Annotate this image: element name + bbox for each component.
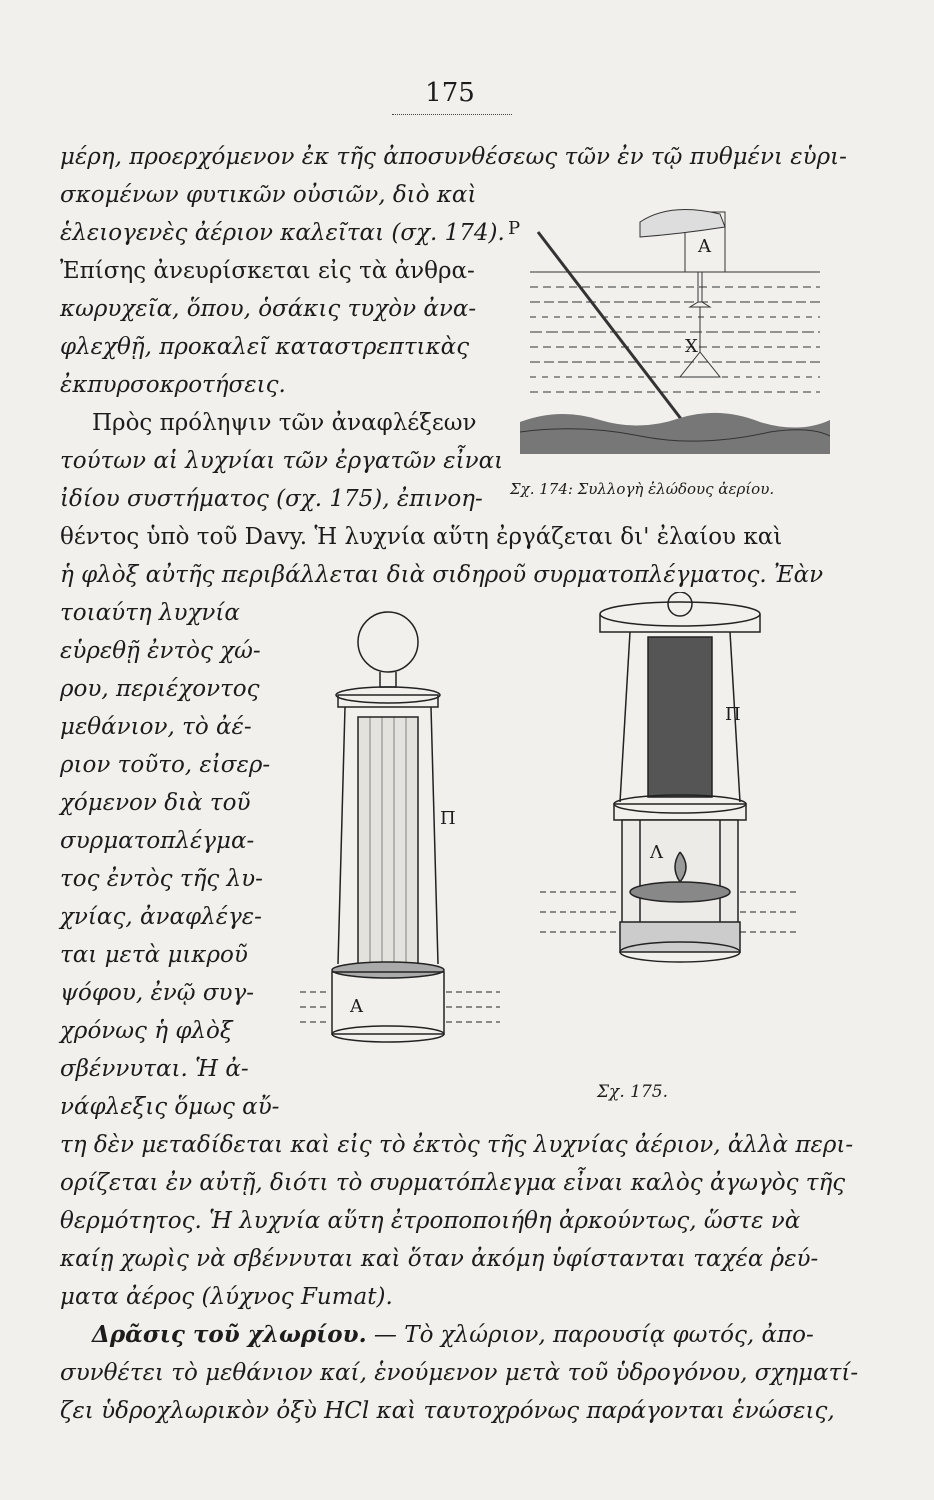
page-number: 175 (425, 78, 475, 108)
figure-175-label: Λ (650, 842, 663, 863)
figure-175-label: Π (440, 808, 456, 829)
text-line: ζει ὑδροχλωρικὸν ὀξὺ HCl καὶ ταυτοχρόνως παράγονται ἑνώσεις, (60, 1398, 835, 1424)
text-line: ἐκπυρσοκροτήσεις. (60, 372, 286, 398)
safety-lamps-illustration (300, 592, 820, 1082)
text-line: νάφλεξις ὅμως αὔ- (60, 1094, 280, 1120)
text-line: ἡ φλὸξ αὐτῆς περιβάλλεται διὰ σιδηροῦ συρματοπλέγματος. Ἐὰν (60, 562, 824, 588)
text-line: ψόφου, ἐνῷ συγ- (60, 980, 255, 1006)
text-line: φλεχθῇ, προκαλεῖ καταστρεπτικὰς (60, 334, 470, 360)
text-line: εὑρεθῇ ἐντὸς χώ- (60, 638, 261, 664)
text-line: θέντος ὑπὸ τοῦ Davy. Ἡ λυχνία αὕτη ἐργάζεται δι' ἐλαίου καὶ (60, 524, 783, 550)
text-line: Πρὸς πρόληψιν τῶν ἀναφλέξεων (92, 410, 477, 436)
text-line: ται μετὰ μικροῦ (60, 942, 248, 968)
text-line: ματα ἀέρος (λύχνος Fumat). (60, 1284, 393, 1310)
figure-175 (300, 592, 820, 1086)
text-line: θερμότητος. Ἡ λυχνία αὕτη ἐτροποποιήθη ἀρκούντως, ὥστε νὰ (60, 1208, 801, 1234)
figure-174-caption: Σχ. 174: Συλλογὴ ἑλώδους ἀερίου. (510, 480, 775, 498)
text-line: Ἐπίσης ἀνευρίσκεται εἰς τὰ ἀνθρα- (60, 258, 475, 284)
text-line: ορίζεται ἐν αὐτῇ, διότι τὸ συρματόπλεγμα εἶναι καλὸς ἀγωγὸς τῆς (60, 1170, 846, 1196)
text-line: σβέννυται. Ἡ ἀ- (60, 1056, 249, 1082)
text-line: ριον τοῦτο, εἰσερ- (60, 752, 271, 778)
figure-174 (508, 192, 830, 476)
text-line: τη δὲν μεταδίδεται καὶ εἰς τὸ ἐκτὸς τῆς λυχνίας ἀέριον, ἀλλὰ περι- (60, 1132, 854, 1158)
text-line: σκομένων φυτικῶν οὐσιῶν, διὸ καὶ (60, 182, 477, 208)
text-line: — Τὸ χλώριον, παρουσίᾳ φωτός, ἀπο- (373, 1322, 814, 1348)
figure-175-caption: Σχ. 175. (597, 1082, 668, 1102)
text-line: χνίας, ἀναφλέγε- (60, 904, 262, 930)
text-line: τοιαύτη λυχνία (60, 600, 240, 626)
text-line: ἰδίου συστήματος (σχ. 175), ἐπινοη- (60, 486, 483, 512)
text-line: ἑλειογενὲς ἀέριον καλεῖται (σχ. 174). (60, 220, 505, 246)
text-line: συνθέτει τὸ μεθάνιον καί, ἑνούμενον μετὰ τοῦ ὑδρογόνου, σχηματί- (60, 1360, 859, 1386)
text-line: χρόνως ἡ φλὸξ (60, 1018, 233, 1044)
text-line: καίῃ χωρὶς νὰ σβέννυται καὶ ὅταν ἀκόμη ὑφίστανται ταχέα ῥεύ- (60, 1246, 819, 1272)
text-line: χόμενον διὰ τοῦ (60, 790, 251, 816)
text-line: συρματοπλέγμα- (60, 828, 255, 854)
text-line: μεθάνιον, τὸ ἀέ- (60, 714, 252, 740)
figure-175-label: A (350, 996, 363, 1017)
gas-collection-illustration (520, 192, 830, 472)
figure-175-label: Π (725, 704, 741, 725)
page-number-rule (392, 114, 512, 115)
text-line: τούτων αἱ λυχνίαι τῶν ἐργατῶν εἶναι (60, 448, 504, 474)
figure-174-label: X (685, 336, 698, 357)
figure-174-label: P (508, 218, 521, 239)
section-paragraph-start (92, 1320, 814, 1350)
text-line: τος ἐντὸς τῆς λυ- (60, 866, 263, 892)
figure-174-label: A (698, 236, 711, 257)
text-line: κωρυχεῖα, ὅπου, ὁσάκις τυχὸν ἀνα- (60, 296, 477, 322)
section-heading: Δρᾶσις τοῦ χλωρίου. (92, 1321, 367, 1348)
text-line: μέρη, προερχόμενον ἐκ τῆς ἀποσυνθέσεως τῶν ἐν τῷ πυθμένι εὑρι- (60, 144, 847, 170)
text-line: ρου, περιέχοντος (60, 676, 260, 702)
